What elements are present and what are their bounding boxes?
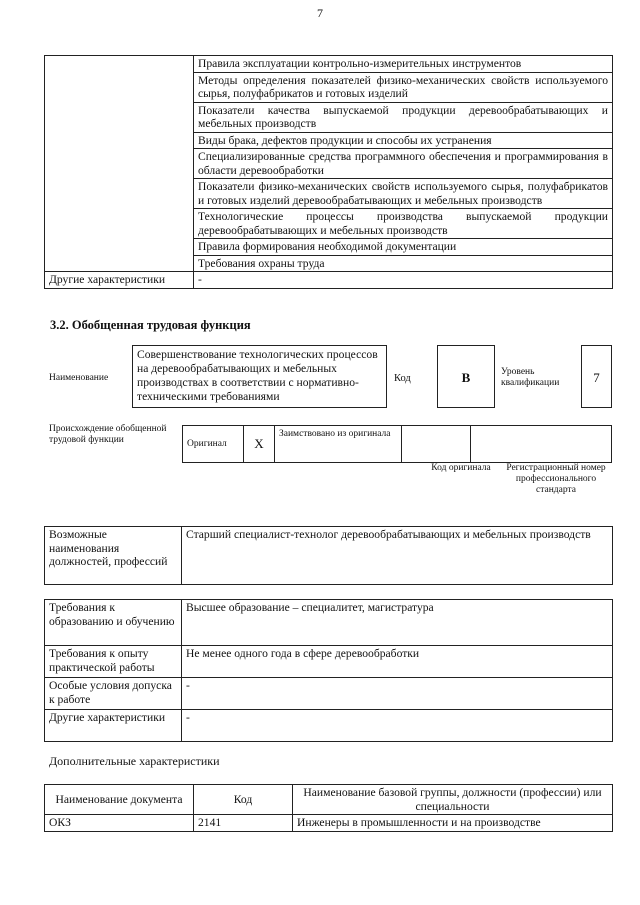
experience-label: Требования к опыту практической работы	[45, 646, 182, 678]
positions-table	[44, 526, 613, 585]
other-value: -	[182, 710, 613, 742]
knowledge-row: Правила эксплуатации контрольно-измерительных инструментов	[194, 56, 613, 73]
original-label: Оригинал	[183, 426, 244, 463]
knowledge-row: Технологические процессы производства выпускаемой продукции деревообрабатывающих и мебельных производств	[194, 209, 613, 239]
knowledge-row: Правила формирования необходимой документации	[194, 239, 613, 256]
borrowed-label: Заимствовано из оригинала	[275, 426, 402, 463]
knowledge-row: Специализированные средства программного обеспечения и программирования в области деревообработки	[194, 149, 613, 179]
special-conditions-label: Особые условия допуска к работе	[45, 678, 182, 710]
extra-characteristics-heading: Дополнительные характеристики	[49, 754, 220, 768]
code-label: Код	[394, 373, 411, 384]
requirements-table	[44, 599, 613, 742]
original-mark: X	[244, 426, 275, 463]
reg-number-caption: Регистрационный номер профессионального стандарта	[506, 463, 606, 495]
other-characteristics-label: Другие характеристики	[45, 272, 194, 289]
knowledge-row: Показатели качества выпускаемой продукции деревообрабатывающих и мебельных производств	[194, 102, 613, 132]
positions-label: Возможные наименования должностей, профессий	[45, 527, 182, 585]
code-value: B	[437, 345, 495, 408]
knowledge-label-cell	[45, 56, 194, 272]
header-code: Код	[194, 785, 293, 815]
special-conditions-value: -	[182, 678, 613, 710]
origin-label: Происхождение обобщенной трудовой функции	[49, 424, 167, 445]
extra-characteristics-table	[44, 784, 613, 832]
knowledge-row: Методы определения показателей физико-механических свойств используемого сырья, полуфабрикатов и готовых изделий	[194, 72, 613, 102]
code-original-caption: Код оригинала	[431, 463, 491, 473]
table-cell: 2141	[194, 815, 293, 832]
origin-table	[182, 425, 612, 463]
other-characteristics-value: -	[194, 272, 613, 289]
table-cell: Инженеры в промышленности и на производстве	[293, 815, 613, 832]
header-group: Наименование базовой группы, должности (профессии) или специальности	[293, 785, 613, 815]
knowledge-table	[44, 55, 613, 289]
level-value: 7	[581, 345, 612, 408]
experience-value: Не менее одного года в сфере деревообработки	[182, 646, 613, 678]
education-label: Требования к образованию и обучению	[45, 600, 182, 646]
page-number: 7	[317, 6, 323, 20]
knowledge-row: Виды брака, дефектов продукции и способы их устранения	[194, 132, 613, 149]
level-label: Уровень квалификации	[501, 367, 560, 388]
function-name-value: Совершенствование технологических процессов на деревообрабатывающих и мебельных производствах в соответствии с нормативно-техническими требованиями	[132, 345, 387, 408]
reg-number-cell	[471, 426, 612, 463]
table-cell: ОКЗ	[45, 815, 194, 832]
name-label: Наименование	[49, 373, 109, 383]
knowledge-row: Требования охраны труда	[194, 255, 613, 272]
section-heading: 3.2. Обобщенная трудовая функция	[50, 318, 251, 332]
knowledge-row: Показатели физико-механических свойств используемого сырья, полуфабрикатов и готовых изделий деревообрабатывающих и мебельных производств	[194, 179, 613, 209]
original-code-cell	[402, 426, 471, 463]
other-label: Другие характеристики	[45, 710, 182, 742]
positions-value: Старший специалист-технолог деревообрабатывающих и мебельных производств	[182, 527, 613, 585]
education-value: Высшее образование – специалитет, магистратура	[182, 600, 613, 646]
header-document: Наименование документа	[45, 785, 194, 815]
